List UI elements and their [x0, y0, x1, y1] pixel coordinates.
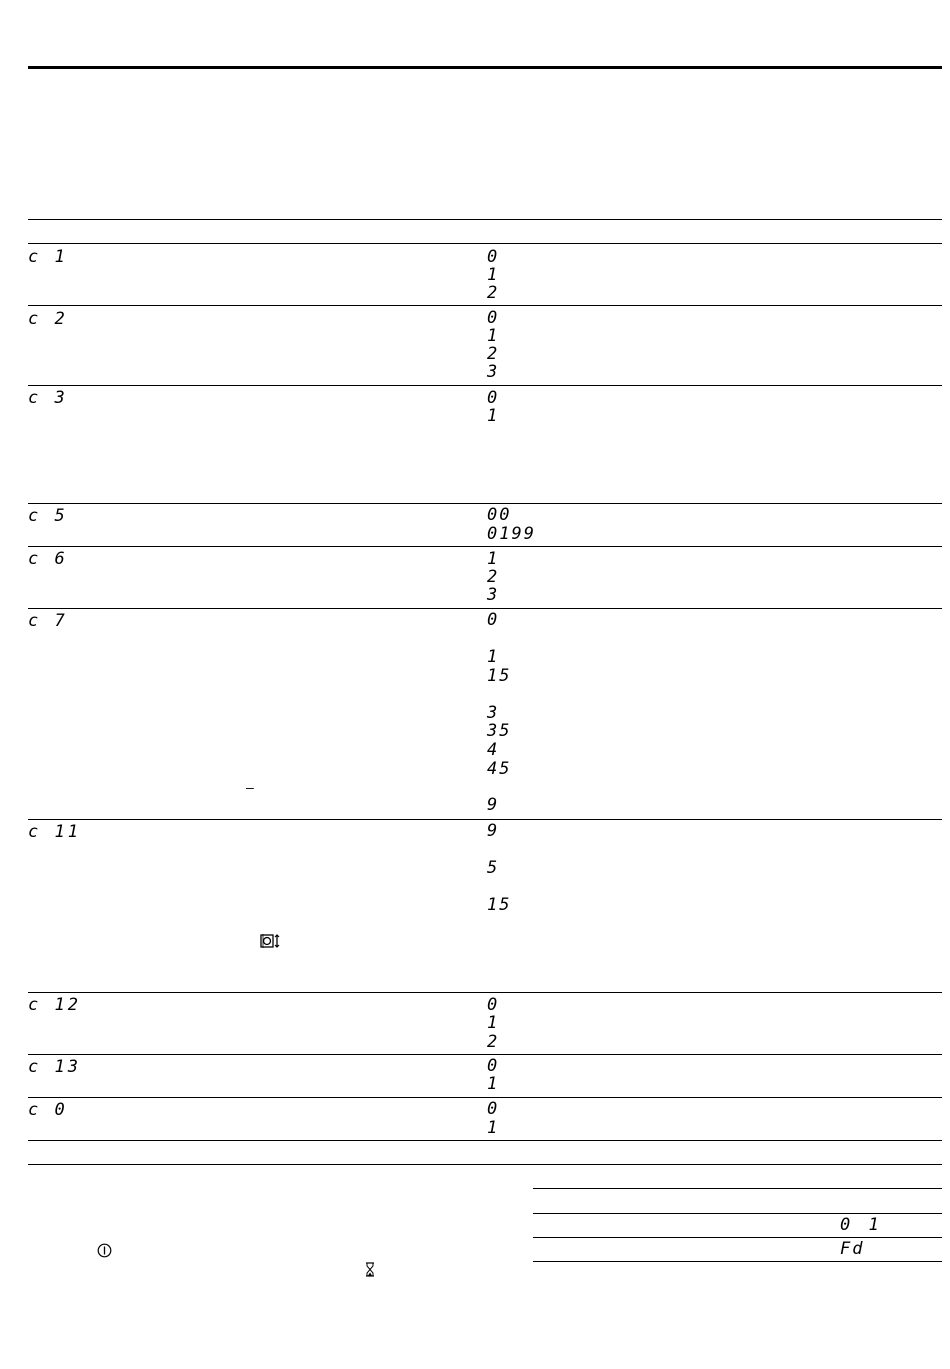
table-top-rule: [28, 219, 942, 220]
dash-mark: –: [246, 781, 254, 796]
setting-code: c 7: [28, 611, 68, 631]
setting-code: c 0: [28, 1100, 68, 1120]
side-table-value: 0 1: [840, 1215, 883, 1235]
setting-code: c 1: [28, 247, 68, 267]
setting-value: 5: [487, 858, 500, 878]
setting-value: 2: [487, 1032, 500, 1052]
setting-value: 4: [487, 740, 500, 760]
power-icon: [97, 1243, 112, 1261]
side-table-rule: [533, 1237, 942, 1238]
setting-value: 3: [487, 585, 500, 605]
row-divider: [28, 608, 942, 609]
setting-value: 1: [487, 549, 500, 569]
setting-value: 45: [487, 759, 512, 779]
setting-value: 3: [487, 362, 500, 382]
row-divider: [28, 503, 942, 504]
setting-value: 3: [487, 703, 500, 723]
row-divider: [28, 1097, 942, 1098]
setting-value: 1: [487, 326, 500, 346]
header-rule: [28, 66, 942, 69]
row-divider: [28, 992, 942, 993]
setting-value: 2: [487, 567, 500, 587]
setting-value: 1: [487, 1013, 500, 1033]
row-divider: [28, 819, 942, 820]
setting-value: 0: [487, 247, 500, 267]
setting-value: 00: [487, 505, 512, 525]
setting-code: c 13: [28, 1057, 81, 1077]
setting-value: 1: [487, 265, 500, 285]
setting-value: 1: [487, 406, 500, 426]
table-bottom-rule: [28, 1140, 942, 1141]
setting-value: 0: [487, 1056, 500, 1076]
setting-value: 9: [487, 821, 500, 841]
side-table-bottom-rule: [533, 1261, 942, 1262]
setting-code: c 12: [28, 995, 81, 1015]
side-table-top-rule: [533, 1188, 942, 1189]
side-table-value: Fd: [840, 1239, 865, 1259]
side-table-rule: [533, 1213, 942, 1214]
setting-value: 0: [487, 995, 500, 1015]
setting-value: 35: [487, 721, 512, 741]
row-divider: [28, 1054, 942, 1055]
setting-code: c 11: [28, 822, 81, 842]
row-divider: [28, 385, 942, 386]
row-divider: [28, 305, 942, 306]
setting-code: c 3: [28, 388, 68, 408]
section-rule: [28, 1164, 942, 1165]
table-header-rule: [28, 243, 942, 244]
setting-value: 0199: [487, 524, 536, 544]
setting-value: 0: [487, 1099, 500, 1119]
setting-value: 1: [487, 1118, 500, 1138]
setting-value: 1: [487, 1074, 500, 1094]
setting-code: c 5: [28, 506, 68, 526]
setting-code: c 6: [28, 549, 68, 569]
setting-value: 15: [487, 666, 512, 686]
setting-value: 15: [487, 895, 512, 915]
setting-value: 1: [487, 647, 500, 667]
setting-value: 2: [487, 344, 500, 364]
setting-value: 0: [487, 388, 500, 408]
hourglass-icon: [365, 1262, 375, 1280]
setting-value: 9: [487, 795, 500, 815]
setting-value: 0: [487, 610, 500, 630]
row-divider: [28, 546, 942, 547]
pan-detection-icon: [260, 933, 280, 953]
setting-value: 2: [487, 283, 500, 303]
setting-code: c 2: [28, 309, 68, 329]
setting-value: 0: [487, 308, 500, 328]
